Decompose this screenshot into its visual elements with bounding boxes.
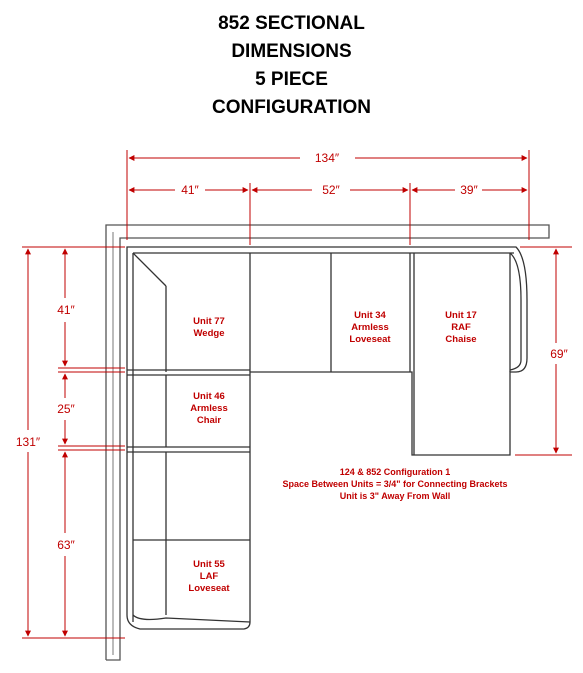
unit-17-line1: Unit 17: [445, 310, 477, 321]
title-line-2: DIMENSIONS: [231, 41, 352, 62]
unit-55-line1: Unit 55: [193, 559, 225, 570]
unit-17-label: [445, 310, 477, 345]
dim-left-b: 25″: [57, 402, 75, 416]
unit-46-line2: Armless: [190, 403, 228, 414]
unit-77-line1: Unit 77: [193, 316, 225, 327]
dim-top-a: 41″: [181, 183, 199, 197]
dim-left-a: 41″: [57, 303, 75, 317]
dim-left-c: 63″: [57, 538, 75, 552]
note-line2: Space Between Units = 3/4" for Connecting Brackets: [282, 479, 508, 489]
unit-34-line3: Loveseat: [349, 334, 391, 345]
note-line3: Unit is 3" Away From Wall: [339, 491, 451, 501]
sectional-outline: [127, 247, 527, 629]
wall: [106, 225, 549, 660]
unit-55-label: [188, 559, 230, 594]
unit-46-line3: Chair: [196, 415, 222, 426]
dim-left-total: 131″: [15, 435, 41, 449]
dim-right-chaise: 69″: [550, 347, 568, 361]
unit-17-line3: Chaise: [445, 334, 477, 345]
unit-46-line1: Unit 46: [193, 391, 225, 402]
dim-top-c: 39″: [460, 183, 478, 197]
unit-34-label: [349, 310, 391, 345]
title-line-4: CONFIGURATION: [211, 97, 372, 118]
unit-55-line3: Loveseat: [188, 583, 230, 594]
title-line-1: 852 SECTIONAL: [218, 13, 365, 34]
dim-top-b: 52″: [322, 183, 340, 197]
note-line1: 124 & 852 Configuration 1: [339, 467, 451, 477]
unit-77-label: [193, 316, 225, 339]
unit-46-label: [190, 391, 228, 426]
dim-top-total: 134″: [314, 151, 340, 165]
unit-55-line2: LAF: [199, 571, 219, 582]
unit-34-line2: Armless: [351, 322, 389, 333]
title-line-3: 5 PIECE: [255, 69, 328, 90]
unit-77-line2: Wedge: [193, 328, 225, 339]
unit-17-line2: RAF: [451, 322, 471, 333]
config-notes: [282, 467, 507, 501]
unit-34-line1: Unit 34: [354, 310, 386, 321]
